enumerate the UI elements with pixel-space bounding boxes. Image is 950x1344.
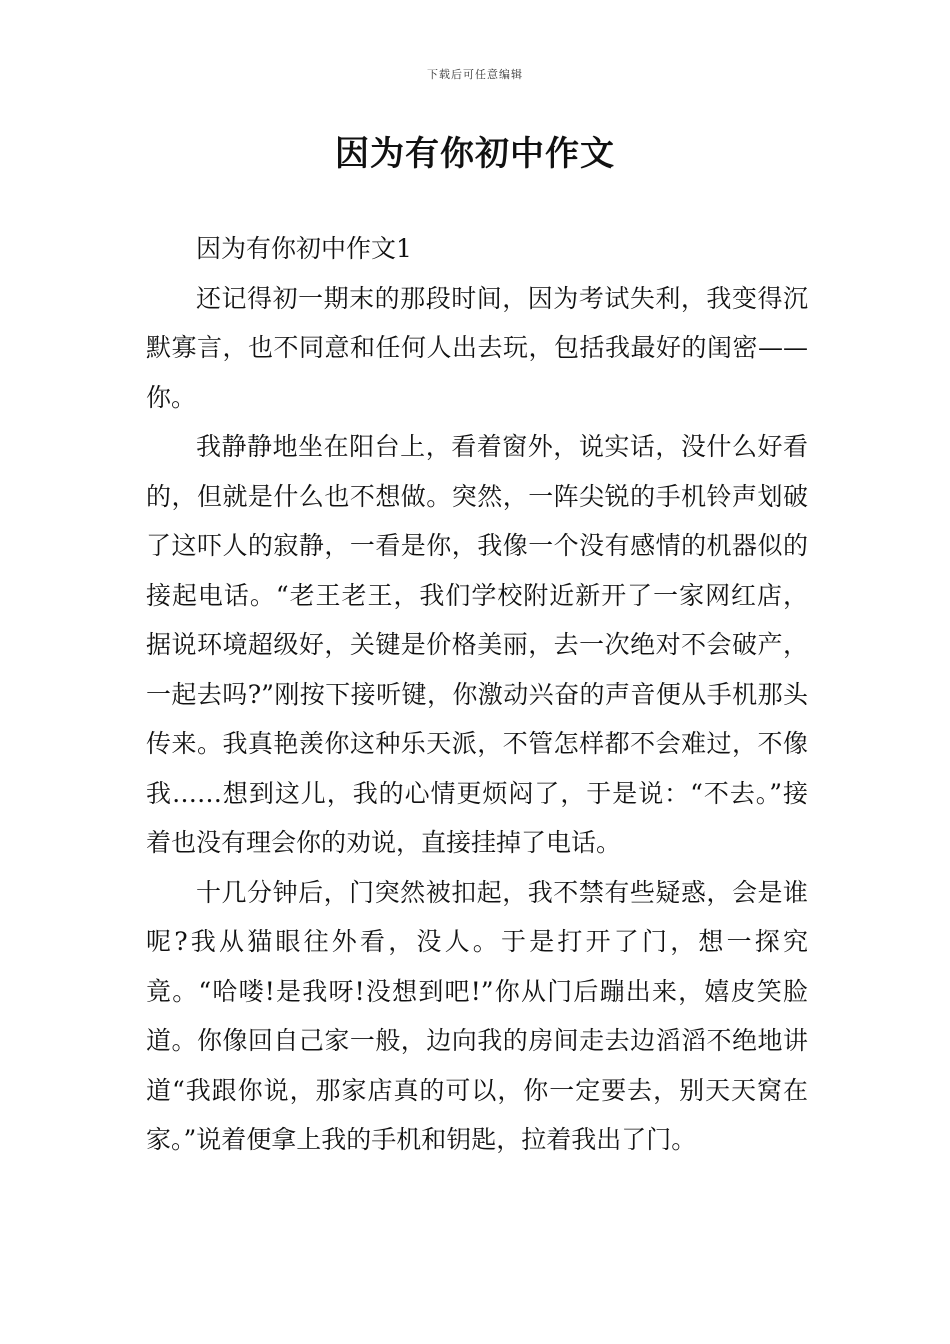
header-note: 下载后可任意编辑 (427, 68, 523, 81)
document-body (146, 224, 808, 1165)
paragraph: 十几分钟后，门突然被扣起，我不禁有些疑惑，会是谁呢?我从猫眼往外看，没人。于是打开了门，想一探究竟。“哈喽!是我呀!没想到吧!”你从门后蹦出来，嬉皮笑脸道。你像回自己家一般，边向我的房间走去边滔滔不绝地讲道“我跟你说，那家店真的可以，你一定要去，别天天窝在家。”说着便拿上我的手机和钥匙，拉着我出了门。 (146, 877, 808, 1154)
paragraph: 我静静地坐在阳台上，看着窗外，说实话，没什么好看的，但就是什么也不想做。突然，一阵尖锐的手机铃声划破了这吓人的寂静，一看是你，我像一个没有感情的机器似的接起电话。“老王老王，我们学校附近新开了一家网红店，据说环境超级好，关键是价格美丽，去一次绝对不会破产，一起去吗?”刚按下接听键，你激动兴奋的声音便从手机那头传来。我真艳羡你这种乐天派，不管怎样都不会难过，不像我……想到这儿，我的心情更烦闷了，于是说：“不去。”接着也没有理会你的劝说，直接挂掉了电话。 (146, 432, 808, 857)
document-title: 因为有你初中作文 (335, 134, 615, 174)
essay-subtitle: 因为有你初中作文1 (196, 234, 412, 263)
paragraph: 还记得初一期末的那段时间，因为考试失利，我变得沉默寡言，也不同意和任何人出去玩，包括我最好的闺密——你。 (146, 283, 808, 412)
